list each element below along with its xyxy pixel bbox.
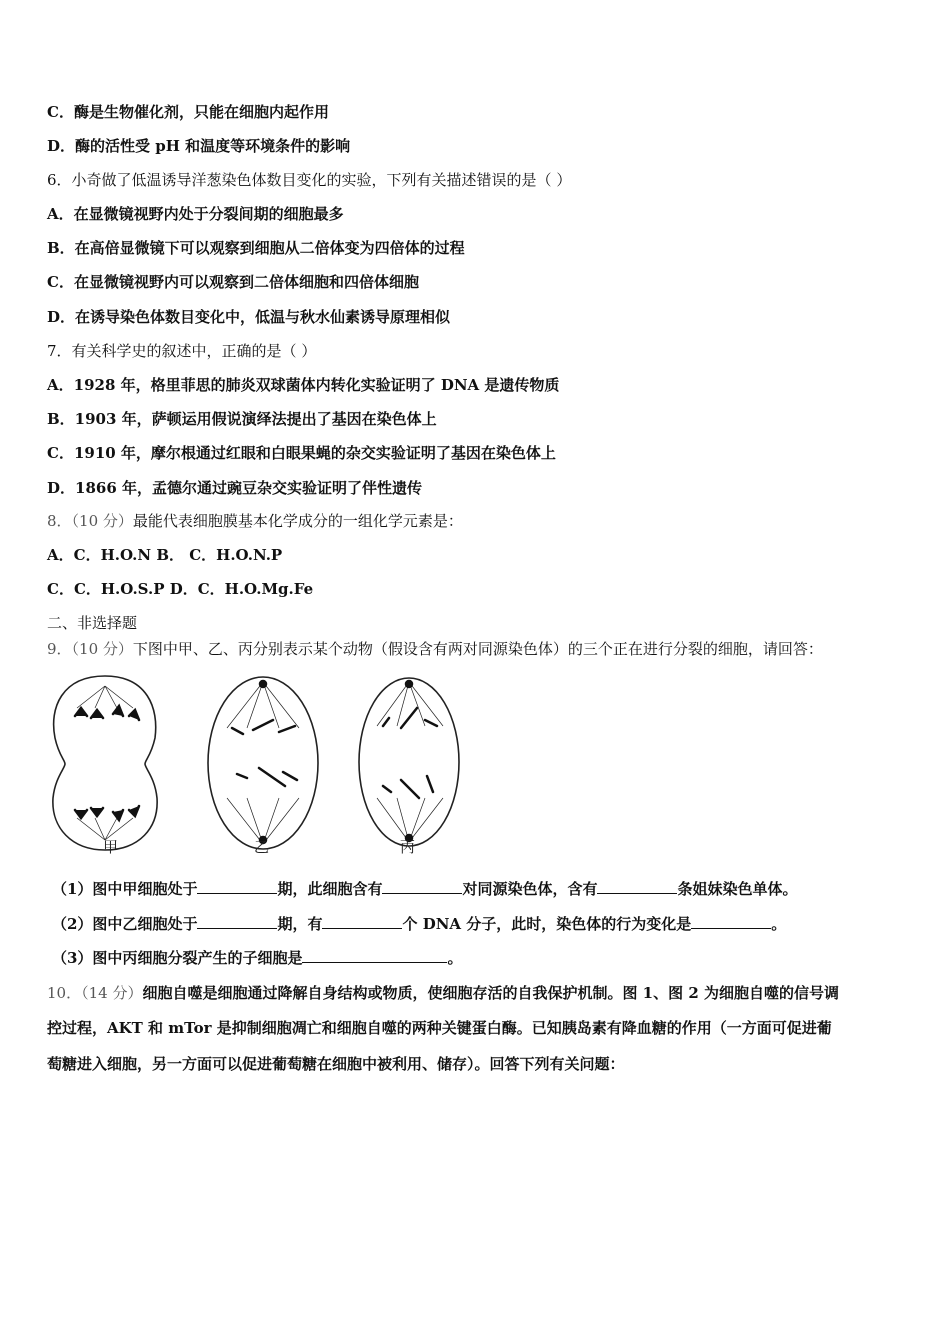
q8-stem: 最能代表细胞膜基本化学成分的一组化学元素是： xyxy=(132,512,463,530)
q7-option-a: A．1928 年，格里菲思的肺炎双球菌体内转化实验证明了 DNA 是遗传物质 xyxy=(47,376,560,394)
q6-option-d: D．在诱导染色体数目变化中，低温与秋水仙素诱导原理相似 xyxy=(47,308,451,326)
q10-line-3: 萄糖进入细胞，另一方面可以促进葡萄糖在细胞中被利用、储存）。回答下列有关问题： xyxy=(47,1055,625,1073)
q9-part1 xyxy=(52,879,798,899)
q5-option-d: D．酶的活性受 pH 和温度等环境条件的影响 xyxy=(47,137,351,155)
q9-part3-text-b: 。 xyxy=(447,949,463,967)
caption-jia: 甲 xyxy=(103,838,119,856)
answer-blank[interactable] xyxy=(322,914,402,929)
answer-blank[interactable] xyxy=(597,879,677,894)
q10-line-2: 控过程，AKT 和 mTor 是抑制细胞凋亡和细胞自噬的两种关键蛋白酶。已知胰岛素有降血糖的作用（一方面可促进葡 xyxy=(47,1019,832,1037)
cell-division-figure xyxy=(47,668,487,858)
q9-part3-text-a: （3）图中丙细胞分裂产生的子细胞是 xyxy=(52,949,303,967)
q10-line-1 xyxy=(47,983,839,1003)
q9-part2-text-b: 期，有 xyxy=(277,915,323,933)
q7-option-b: B．1903 年，萨顿运用假说演绎法提出了基因在染色体上 xyxy=(47,410,437,428)
q9-stem: 下图中甲、乙、丙分别表示某个动物（假设含有两对同源染色体）的三个正在进行分裂的细胞，请回答： xyxy=(132,640,823,658)
q9-part1-text-b: 期，此细胞含有 xyxy=(277,880,383,898)
answer-blank[interactable] xyxy=(382,879,462,894)
q9-part1-text-d: 条姐妹染色单体。 xyxy=(677,880,798,898)
answer-blank[interactable] xyxy=(302,948,447,963)
q6-option-b: B．在高倍显微镜下可以观察到细胞从二倍体变为四倍体的过程 xyxy=(47,239,465,257)
q6-stem: 6．小奇做了低温诱导洋葱染色体数目变化的实验，下列有关描述错误的是（ ） xyxy=(47,171,572,189)
q8-stem-line xyxy=(47,511,463,531)
q9-part1-text-a: （1）图中甲细胞处于 xyxy=(52,880,198,898)
q9-part2 xyxy=(52,914,786,934)
caption-yi: 乙 xyxy=(254,838,270,856)
q10-text-1: 细胞自噬是细胞通过降解自身结构或物质，使细胞存活的自我保护机制。图 1、图 2 为细胞自噬的信号调 xyxy=(142,984,839,1002)
cell-yi-outline xyxy=(208,677,318,849)
q10-score: （14 分） xyxy=(81,984,143,1002)
q10-number: 10． xyxy=(47,984,82,1002)
q7-stem: 7．有关科学史的叙述中，正确的是（ ） xyxy=(47,342,317,360)
answer-blank[interactable] xyxy=(691,914,771,929)
q7-option-c: C．1910 年，摩尔根通过红眼和白眼果蝇的杂交实验证明了基因在染色体上 xyxy=(47,444,556,462)
q8-score: （10 分） xyxy=(71,512,133,530)
q9-part2-text-d: 。 xyxy=(771,915,787,933)
answer-blank[interactable] xyxy=(197,879,277,894)
q9-part2-text-a: （2）图中乙细胞处于 xyxy=(52,915,198,933)
q9-part1-text-c: 对同源染色体，含有 xyxy=(462,880,598,898)
q9-number: 9． xyxy=(47,640,72,658)
q6-option-c: C．在显微镜视野内可以观察到二倍体细胞和四倍体细胞 xyxy=(47,273,419,291)
q9-part2-text-c: 个 DNA 分子，此时，染色体的行为变化是 xyxy=(402,915,692,933)
q9-part3 xyxy=(52,948,462,968)
q8-number: 8． xyxy=(47,512,72,530)
q8-options-ab: A．C．H.O.N B． C．H.O.N.P xyxy=(47,546,283,564)
cell-bing-outline xyxy=(359,678,459,846)
q9-score: （10 分） xyxy=(71,640,133,658)
q8-options-cd: C．C．H.O.S.P D．C．H.O.Mg.Fe xyxy=(47,580,314,598)
answer-blank[interactable] xyxy=(197,914,277,929)
caption-bing: 丙 xyxy=(400,838,416,856)
cell-jia-outline xyxy=(53,676,157,850)
q7-option-d: D．1866 年，孟德尔通过豌豆杂交实验证明了伴性遗传 xyxy=(47,479,422,497)
q5-option-c: C．酶是生物催化剂，只能在细胞内起作用 xyxy=(47,103,329,121)
q6-option-a: A．在显微镜视野内处于分裂间期的细胞最多 xyxy=(47,205,344,223)
q9-stem-line xyxy=(47,639,823,659)
section-heading: 二、非选择题 xyxy=(47,614,138,632)
